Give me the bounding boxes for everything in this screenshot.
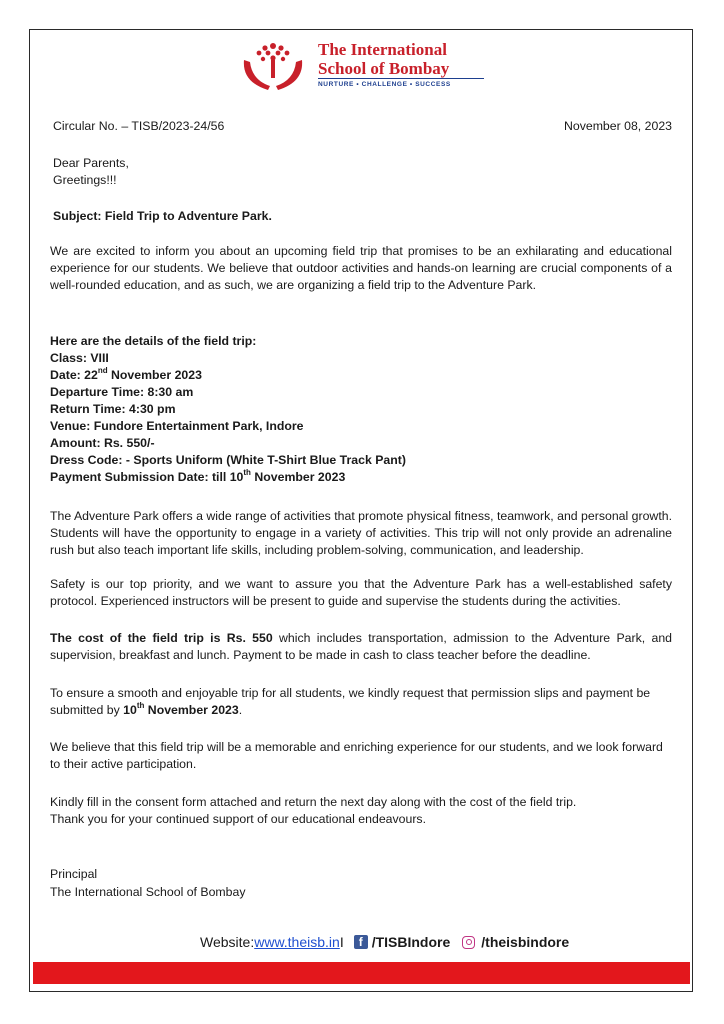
consent-instruction: Kindly fill in the consent form attached and return the next day along with the cost of the field trip. <box>50 795 577 809</box>
trip-details <box>50 333 672 486</box>
request-paragraph: To ensure a smooth and enjoyable trip for all students, we kindly request that permission slips and payment be submitted by 10th November 2023. <box>50 686 651 717</box>
intro-paragraph: We are excited to inform you about an upcoming field trip that promises to be an exhilarating and educational experience for our students. We believe that outdoor activities and hands-on learning are crucial components of a well-rounded education, and as such, we are organizing a field trip to the Adventure Park. <box>50 244 672 292</box>
salutation-line2: Greetings!!! <box>53 173 117 187</box>
instagram-handle[interactable]: /theisbindore <box>481 934 570 950</box>
tree-hands-logo-icon <box>238 40 308 94</box>
facebook-handle[interactable]: /TISBIndore <box>371 934 451 950</box>
details-venue: Venue: Fundore Entertainment Park, Indore <box>50 419 304 433</box>
school-tagline: NURTURE • CHALLENGE • SUCCESS <box>318 81 451 88</box>
salutation-line1: Dear Parents, <box>53 156 129 170</box>
details-heading: Here are the details of the field trip: <box>50 334 257 348</box>
details-class: Class: VIII <box>50 351 109 365</box>
details-amount: Amount: Rs. 550/- <box>50 436 155 450</box>
cost-paragraph: The cost of the field trip is Rs. 550 which includes transportation, admission to the Adventure Park, and supervision, breakfast and lunch. Payment to be made in cash to class teacher before the deadline. <box>50 631 672 662</box>
footer-red-bar <box>33 962 690 984</box>
school-name-line2: School of Bombay <box>318 59 450 78</box>
activities-paragraph: The Adventure Park offers a wide range of activities that promote physical fitness, teamwork, and personal growth. Students will have the opportunity to engage in a variety of activities. This trip will not only provide an adrenaline rush but also teach important life skills, including problem-solving, communication, and leadership. <box>50 509 672 557</box>
logo-divider <box>318 78 484 79</box>
footer-separator: I <box>339 934 344 950</box>
website-link[interactable]: www.theisb.in <box>254 934 340 950</box>
school-name-line1: The International <box>318 40 447 59</box>
details-departure: Departure Time: 8:30 am <box>50 385 194 399</box>
signature-org: The International School of Bombay <box>50 885 246 899</box>
instagram-icon <box>462 936 475 949</box>
subject-line: Subject: Field Trip to Adventure Park. <box>53 209 272 223</box>
circular-number: Circular No. – TISB/2023-24/56 <box>53 119 225 133</box>
details-payment-date: Payment Submission Date: till 10th November 2023 <box>50 467 346 484</box>
circular-date: November 08, 2023 <box>563 119 672 133</box>
believe-paragraph: We believe that this field trip will be a memorable and enriching experience for our students, and we look forward to their active participation. <box>50 740 663 771</box>
contact-footer <box>200 934 569 950</box>
thanks-line: Thank you for your continued support of our educational endeavours. <box>50 812 426 826</box>
details-date: Date: 22nd November 2023 <box>50 365 202 382</box>
facebook-icon: f <box>354 935 368 949</box>
website-label: Website: <box>200 934 255 950</box>
signature-title: Principal <box>50 867 98 881</box>
safety-paragraph: Safety is our top priority, and we want to assure you that the Adventure Park has a well-established safety protocol. Experienced instructors will be present to guide and supervise the students during the activities. <box>50 577 672 608</box>
details-return: Return Time: 4:30 pm <box>50 402 176 416</box>
details-dress-code: Dress Code: - Sports Uniform (White T-Shirt Blue Track Pant) <box>50 453 406 467</box>
school-logo <box>238 40 488 96</box>
